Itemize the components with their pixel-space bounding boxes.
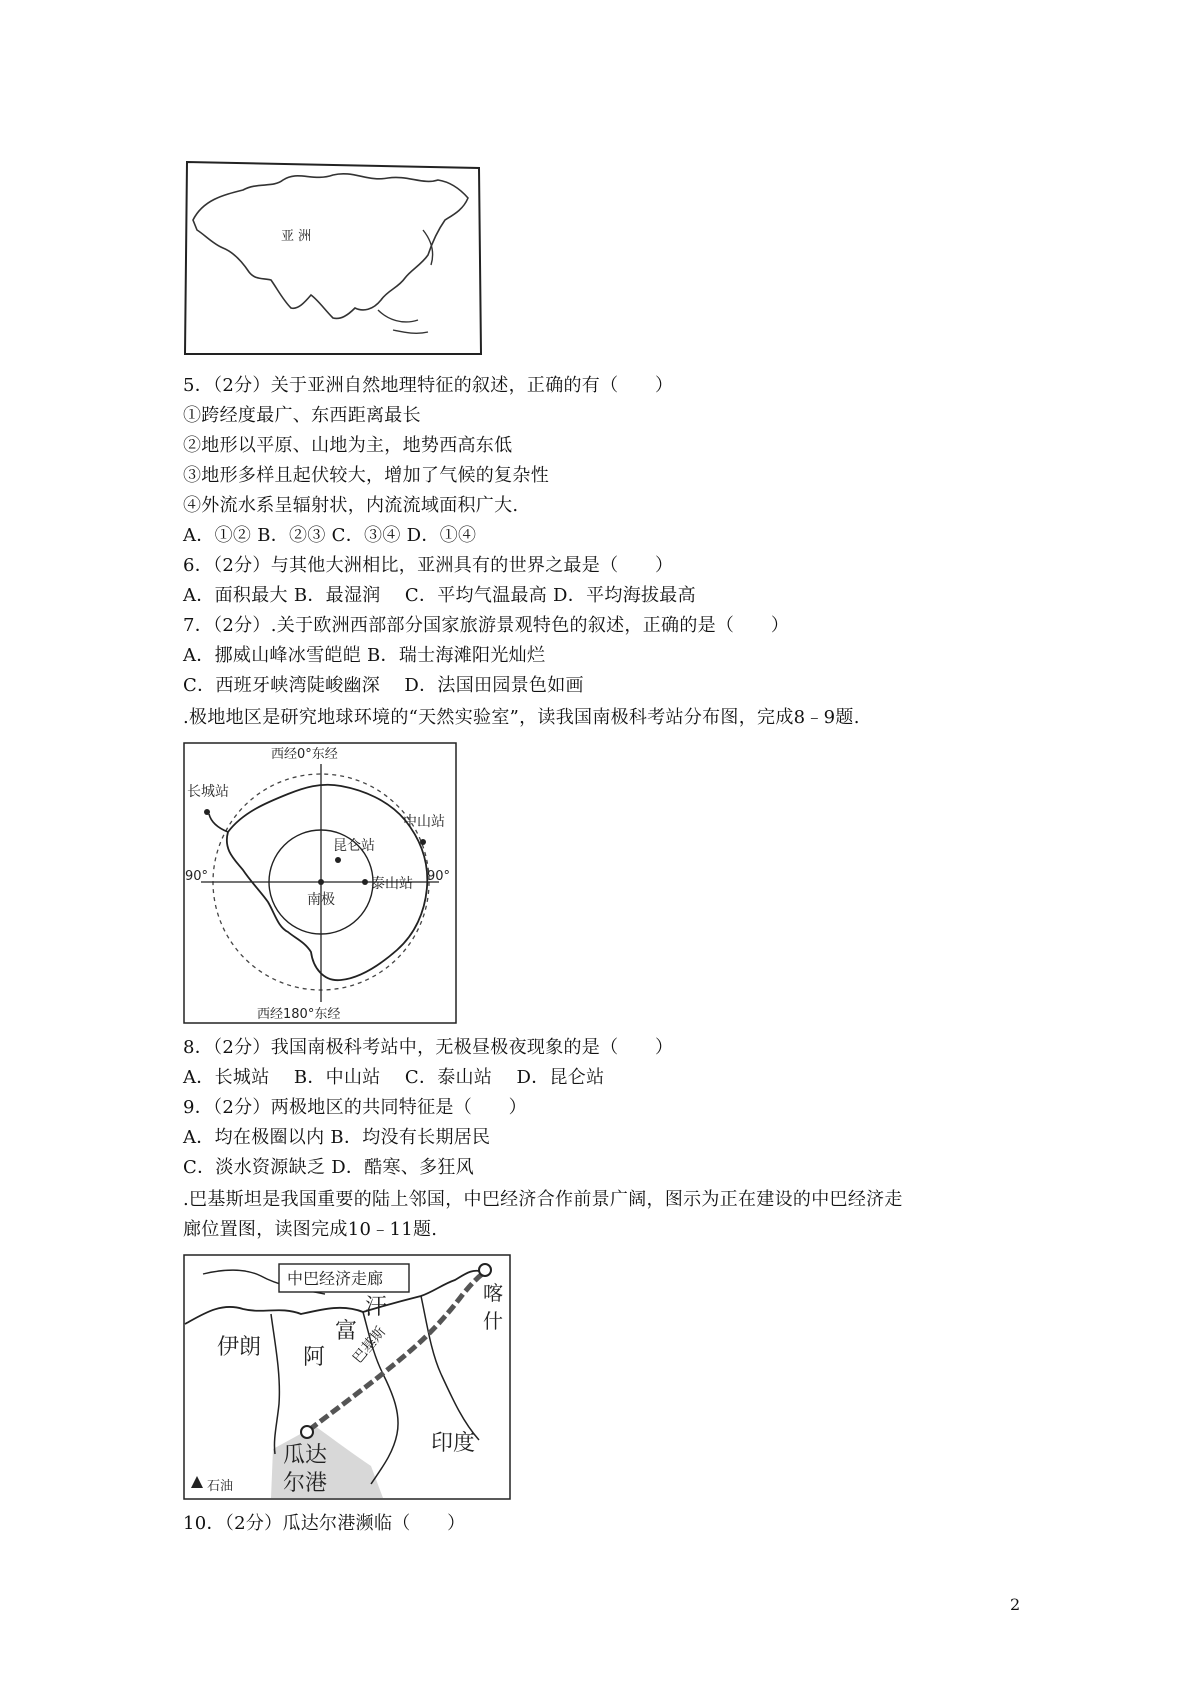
taishan-station-label: 泰山站: [371, 876, 413, 892]
gwadar-label-2: 尔港: [283, 1471, 328, 1496]
afghan-label-3: 汗: [365, 1295, 388, 1320]
page-number: 2: [1010, 1595, 1021, 1614]
q5-item-2: ②地形以平原、山地为主，地势西高东低: [183, 435, 513, 456]
pakistan-label: 巴基斯: [349, 1324, 390, 1367]
afghan-label-1: 阿: [303, 1345, 326, 1370]
q5-options: A．①② B．②③ C．③④ D．①④: [183, 525, 477, 546]
q5-item-4: ④外流水系呈辐射状，内流流域面积广大.: [183, 495, 519, 516]
west-90-label: 90°: [185, 869, 209, 884]
zhongshan-station-label: 中山站: [403, 814, 445, 830]
q10-stem: 10．（2分）瓜达尔港濒临（ ）: [183, 1513, 466, 1534]
q5-item-1: ①跨经度最广、东西距离最长: [183, 405, 421, 426]
afghan-label-2: 富: [335, 1319, 358, 1344]
kashgar-label-1: 喀: [483, 1281, 503, 1305]
q6-options: A．面积最大 B．最湿润 C．平均气温最高 D．平均海拔最高: [183, 585, 696, 606]
kunlun-station-label: 昆仑站: [333, 838, 375, 854]
kashgar-label-2: 什: [483, 1309, 503, 1333]
meridian-0-label: 西经0°东经: [271, 747, 338, 762]
changcheng-station-label: 长城站: [187, 784, 229, 800]
q5-stem: 5．（2分）关于亚洲自然地理特征的叙述，正确的有（ ）: [183, 375, 674, 396]
gwadar-label-1: 瓜达: [283, 1443, 328, 1468]
antarctic-map: [183, 742, 457, 1024]
cpec-map: [183, 1254, 511, 1500]
intro-10-11-line1: .巴基斯坦是我国重要的陆上邻国，中巴经济合作前景广阔，图示为正在建设的中巴经济走: [183, 1189, 903, 1210]
south-pole-label: 南极: [307, 892, 335, 908]
east-90-label: 90°: [427, 869, 451, 884]
q8-options: A．长城站 B．中山站 C．泰山站 D．昆仑站: [183, 1067, 605, 1088]
q9-options-1: A．均在极圈以内 B．均没有长期居民: [183, 1127, 491, 1148]
oil-legend-label: 石油: [207, 1479, 234, 1494]
q5-item-3: ③地形多样且起伏较大，增加了气候的复杂性: [183, 465, 549, 486]
q6-stem: 6．（2分）与其他大洲相比，亚洲具有的世界之最是（ ）: [183, 555, 674, 576]
asia-map: [183, 160, 483, 356]
asia-label: 亚 洲: [281, 229, 312, 244]
intro-8-9: .极地地区是研究地球环境的“天然实验室”，读我国南极科考站分布图，完成8﹣9题.: [183, 707, 860, 728]
q8-stem: 8．（2分）我国南极科考站中，无极昼极夜现象的是（ ）: [183, 1037, 674, 1058]
india-label: 印度: [431, 1431, 476, 1456]
intro-10-11-line2: 廊位置图，读图完成10﹣11题.: [183, 1219, 438, 1240]
q9-stem: 9．（2分）两极地区的共同特征是（ ）: [183, 1097, 527, 1118]
q7-options-1: A．挪威山峰冰雪皑皑 B．瑞士海滩阳光灿烂: [183, 645, 546, 666]
cpec-title: 中巴经济走廊: [287, 1269, 384, 1288]
q7-options-2: C．西班牙峡湾陡峻幽深 D．法国田园景色如画: [183, 675, 584, 696]
q9-options-2: C．淡水资源缺乏 D．酷寒、多狂风: [183, 1157, 475, 1178]
iran-label: 伊朗: [217, 1335, 262, 1360]
q7-stem: 7．（2分）.关于欧洲西部部分国家旅游景观特色的叙述，正确的是（ ）: [183, 615, 790, 636]
meridian-180-label: 西经180°东经: [257, 1007, 341, 1022]
